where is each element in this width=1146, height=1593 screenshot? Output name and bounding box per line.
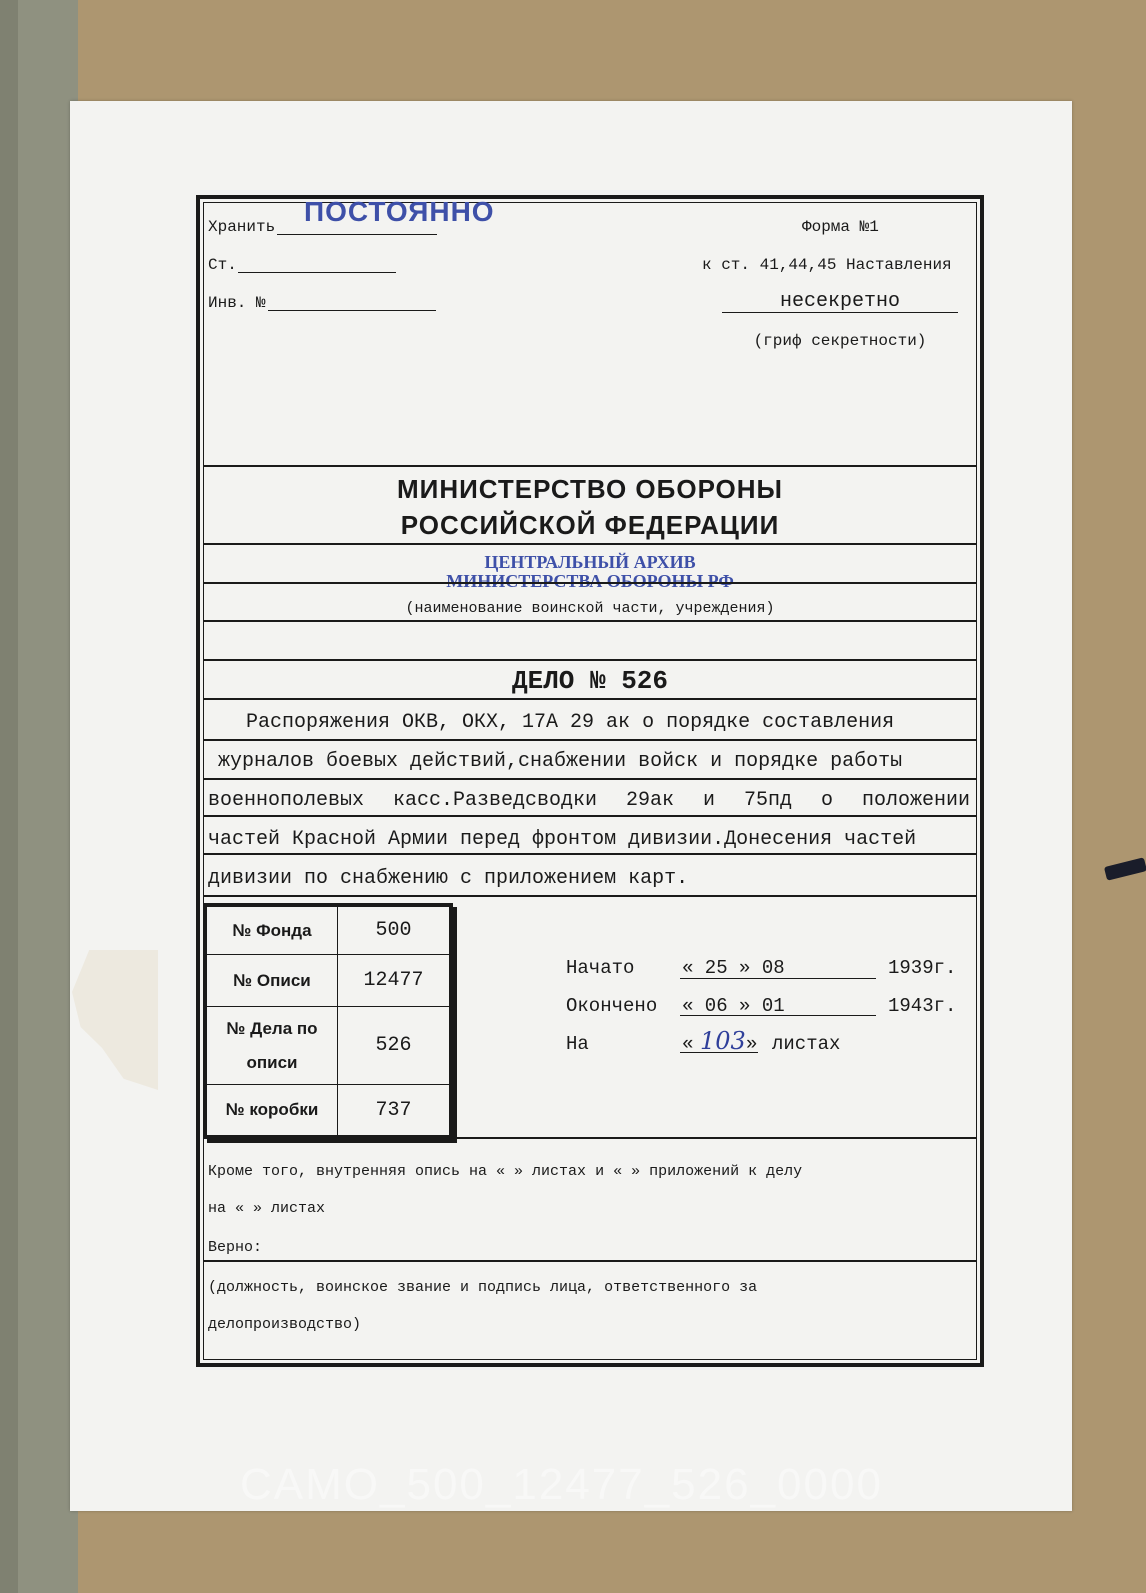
delo-label-line-1: № Дела по <box>226 1018 318 1038</box>
responsible-caption-2: делопроизводство) <box>208 1316 362 1333</box>
started-year: 1939г. <box>888 957 957 979</box>
opis-value: 12477 <box>338 955 450 1007</box>
case-description-line-3: военнополевых касс.Разведсводки 29ак и 75пд о положении <box>208 789 970 812</box>
case-description-line-4: частей Красной Армии перед фронтом дивизии.Донесения частей <box>208 828 917 851</box>
secrecy-value: несекретно <box>779 290 901 313</box>
ended-year: 1943г. <box>888 995 957 1017</box>
divider <box>203 895 977 897</box>
sheets-close-quote: » <box>746 1033 758 1055</box>
sheets-count-handwritten: 103 <box>700 1027 746 1055</box>
inv-underline <box>268 310 436 311</box>
box-value: 737 <box>338 1085 450 1136</box>
archive-id-table <box>203 903 453 1139</box>
delo-label-line-2: описи <box>246 1052 298 1072</box>
divider <box>203 620 977 622</box>
inv-label: Инв. № <box>208 294 266 312</box>
divider <box>203 1260 977 1262</box>
archive-stamp-line-2: МИНИСТЕРСТВА ОБОРОНЫ РФ <box>446 571 734 591</box>
started-label: Начато <box>566 957 635 979</box>
verified-label: Верно: <box>208 1239 263 1256</box>
divider <box>203 698 977 700</box>
opis-label: № Описи <box>207 955 338 1007</box>
fond-label: № Фонда <box>207 907 338 955</box>
divider <box>203 543 977 545</box>
sheets-word: листах <box>772 1033 841 1055</box>
started-date: « 25 » 08 <box>682 957 785 979</box>
st-label: Ст. <box>208 256 237 274</box>
form-reference: к ст. 41,44,45 Наставления <box>702 256 952 274</box>
ended-underline <box>680 1015 876 1016</box>
ended-label: Окончено <box>566 995 658 1017</box>
sheets-open-quote: « <box>682 1033 694 1055</box>
delo-value: 526 <box>338 1007 450 1085</box>
keep-label: Хранить <box>208 218 276 236</box>
form-label: Форма №1 <box>802 218 879 236</box>
delo-label <box>207 1007 338 1085</box>
fond-value: 500 <box>338 907 450 955</box>
ministry-line-1: МИНИСТЕРСТВО ОБОРОНЫ <box>396 474 784 504</box>
sheets-underline <box>680 1052 758 1053</box>
sheets-line: на « » листах <box>208 1200 326 1217</box>
box-label: № коробки <box>207 1085 338 1136</box>
divider <box>203 739 977 741</box>
secrecy-caption: (гриф секретности) <box>753 332 927 350</box>
divider <box>203 465 977 467</box>
binder-edge <box>0 0 18 1593</box>
unit-caption: (наименование воинской части, учреждения) <box>405 600 775 617</box>
divider <box>203 1137 977 1139</box>
st-underline <box>238 272 396 273</box>
divider <box>203 853 977 855</box>
permanent-stamp: ПОСТОЯННО <box>304 196 495 227</box>
case-title: ДЕЛО № 526 <box>511 666 669 696</box>
archive-watermark: CAMO_500_12477_526_0000 <box>240 1460 883 1509</box>
divider <box>203 778 977 780</box>
case-description-line-5: дивизии по снабжению с приложением карт. <box>208 867 689 890</box>
case-description-line-2: журналов боевых действий,снабжении войск и порядке работы <box>218 750 903 773</box>
ended-date: « 06 » 01 <box>682 995 785 1017</box>
started-underline <box>680 978 876 979</box>
sheets-label: На <box>566 1033 589 1055</box>
archive-stamp-line-1: ЦЕНТРАЛЬНЫЙ АРХИВ <box>484 552 696 572</box>
responsible-caption-1: (должность, воинское звание и подпись лица, ответственного за <box>208 1279 758 1296</box>
secrecy-underline <box>722 312 958 313</box>
case-description-line-1: Распоряжения ОКВ, ОКХ, 17А 29 ак о порядке составления <box>246 711 895 734</box>
divider <box>203 582 977 584</box>
divider <box>203 659 977 661</box>
divider <box>203 815 977 817</box>
internal-inventory-line: Кроме того, внутренняя опись на « » листах и « » приложений к делу <box>208 1163 803 1180</box>
document-frame-inner <box>203 202 977 1360</box>
ministry-line-2: РОССИЙСКОЙ ФЕДЕРАЦИИ <box>400 510 780 540</box>
keep-underline <box>277 234 437 235</box>
